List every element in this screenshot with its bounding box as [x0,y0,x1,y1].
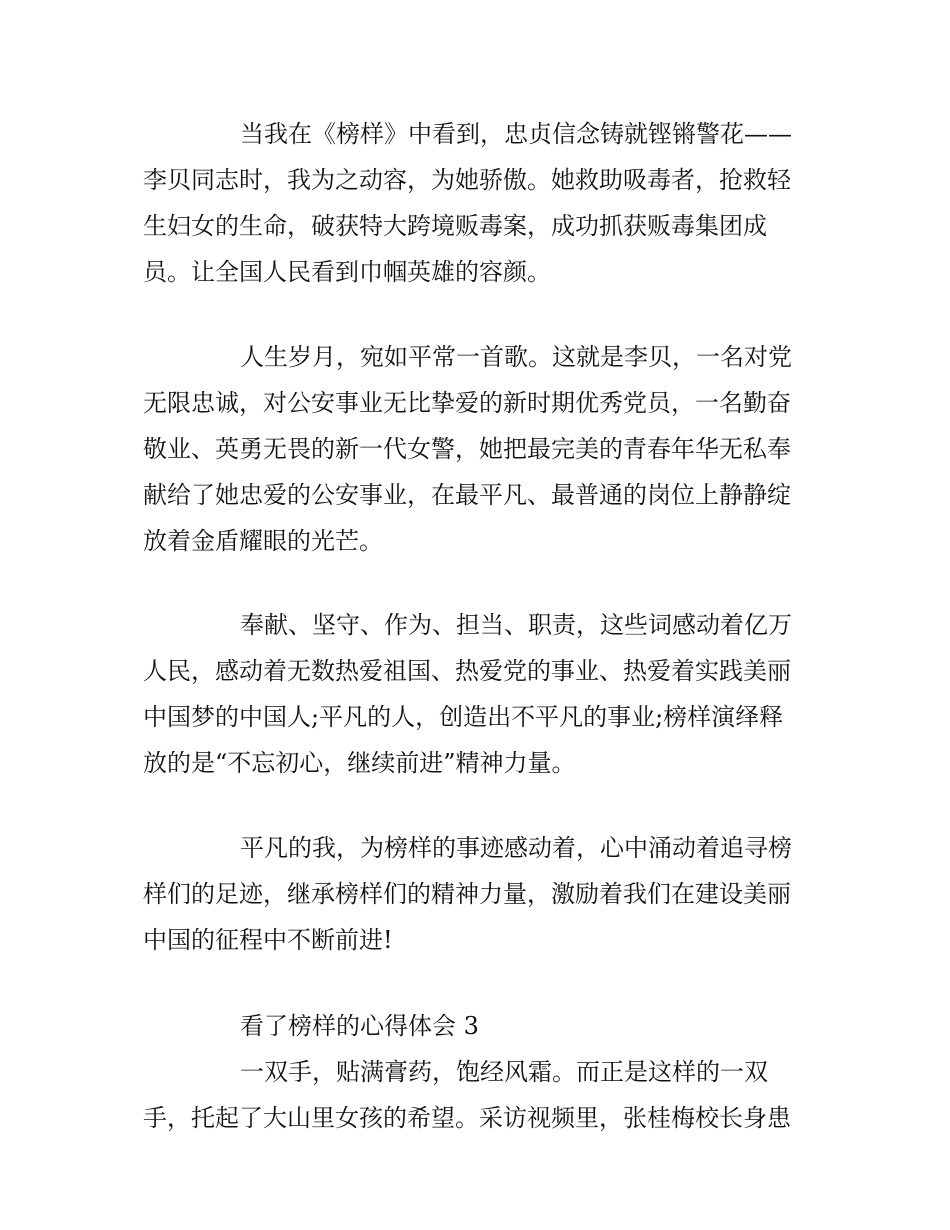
paragraph-2-line-1: 人生岁月，宛如平常一首歌。这就是李贝，一名对党 [240,343,792,371]
paragraph-2-line-5: 放着金盾耀眼的光芒。 [143,527,383,555]
section-heading: 看了榜样的心得体会 3 [240,1012,479,1040]
paragraph-1-line-3: 生妇女的生命，破获特大跨境贩毒案，成功抓获贩毒集团成 [143,212,767,240]
paragraph-3-line-4: 放的是“不忘初心，继续前进”精神力量。 [143,749,576,777]
paragraph-1-line-4: 员。让全国人民看到巾帼英雄的容颜。 [143,258,551,286]
paragraph-4-line-3: 中国的征程中不断前进! [143,926,393,954]
final-paragraph-line-1: 一双手，贴满膏药，饱经风霜。而正是这样的一双 [240,1058,768,1086]
paragraph-2-line-4: 献给了她忠爱的公安事业，在最平凡、最普通的岗位上静静绽 [143,481,791,509]
paragraph-1-line-2: 李贝同志时，我为之动容，为她骄傲。她救助吸毒者，抢救轻 [143,166,791,194]
paragraph-3-line-1: 奉献、坚守、作为、担当、职责，这些词感动着亿万 [240,611,792,639]
paragraph-4-line-1: 平凡的我，为榜样的事迹感动着，心中涌动着追寻榜 [240,834,792,862]
paragraph-2-line-2: 无限忠诚，对公安事业无比挚爱的新时期优秀党员，一名勤奋 [143,389,791,417]
final-paragraph-line-2: 手，托起了大山里女孩的希望。采访视频里，张桂梅校长身患 [143,1104,791,1132]
paragraph-1-line-1: 当我在《榜样》中看到，忠贞信念铸就铿锵警花—— [240,120,792,148]
paragraph-2-line-3: 敬业、英勇无畏的新一代女警，她把最完美的青春年华无私奉 [143,435,791,463]
paragraph-4-line-2: 样们的足迹，继承榜样们的精神力量，激励着我们在建设美丽 [143,880,791,908]
paragraph-3-line-3: 中国梦的中国人;平凡的人，创造出不平凡的事业;榜样演绎释 [143,703,784,731]
paragraph-3-line-2: 人民，感动着无数热爱祖国、热爱党的事业、热爱着实践美丽 [143,657,791,685]
